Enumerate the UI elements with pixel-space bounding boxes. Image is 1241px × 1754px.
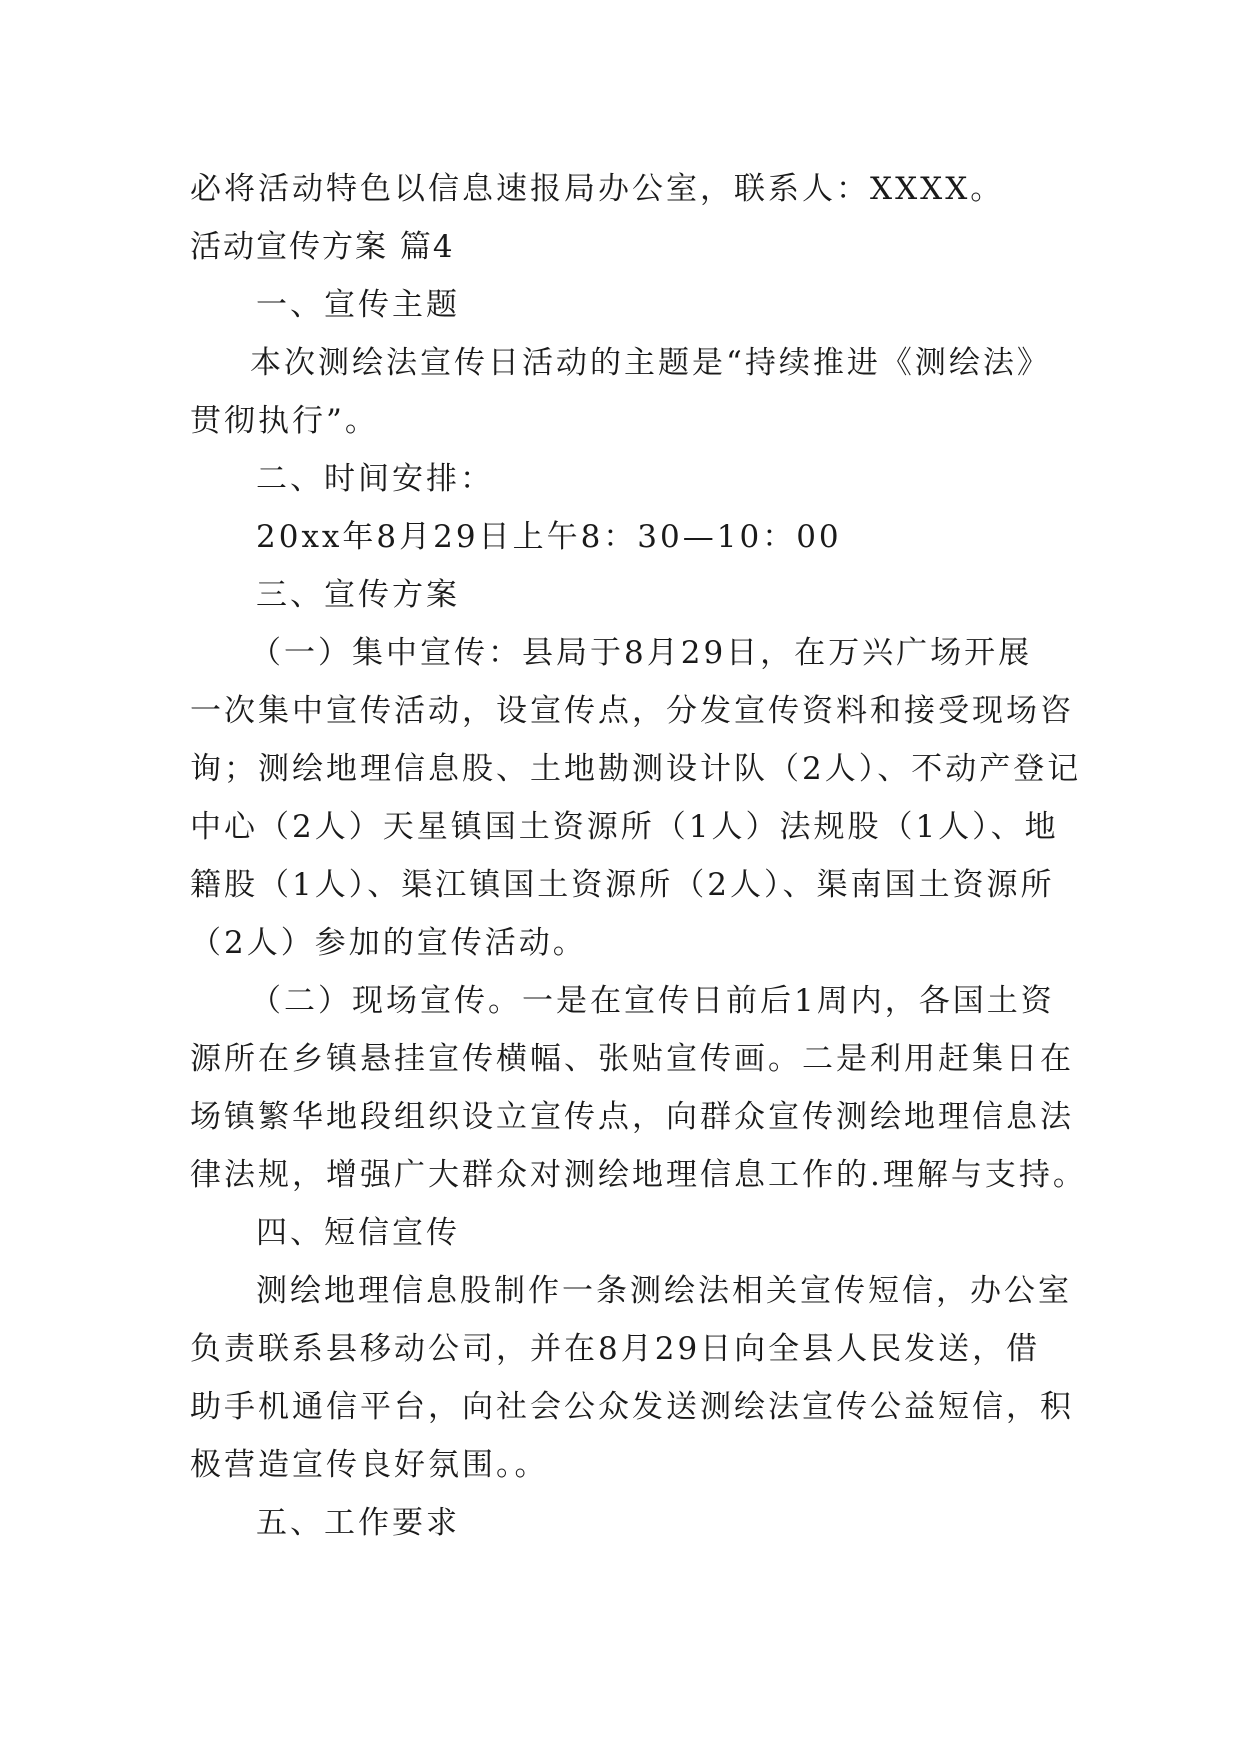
paragraph-line: 助手机通信平台，向社会公众发送测绘法宣传公益短信，积 [190, 1389, 1074, 1425]
paragraph-line: 一次集中宣传活动，设宣传点，分发宣传资料和接受现场咨 [190, 693, 1074, 729]
paragraph-line: 源所在乡镇悬挂宣传横幅、张贴宣传画。二是利用赶集日在 [190, 1041, 1074, 1077]
heading-plan: 三、宣传方案 [256, 577, 460, 613]
paragraph-line: 律法规，增强广大群众对测绘地理信息工作的.理解与支持。 [190, 1157, 1087, 1193]
paragraph-line: 负责联系县移动公司，并在8月29日向全县人民发送，借 [190, 1331, 1041, 1367]
heading-schedule: 二、时间安排： [256, 461, 494, 497]
paragraph-line: 测绘地理信息股制作一条测绘法相关宣传短信，办公室 [256, 1273, 1072, 1309]
paragraph-line: 本次测绘法宣传日活动的主题是“持续推进《测绘法》 [250, 345, 1051, 381]
heading-sms: 四、短信宣传 [256, 1215, 460, 1251]
heading-requirements: 五、工作要求 [256, 1505, 460, 1541]
document-body [190, 160, 1087, 1552]
paragraph-line: 中心（2人）天星镇国土资源所（1人）法规股（1人）、地 [190, 809, 1059, 845]
body-line-closing: 必将活动特色以信息速报局办公室，联系人：XXXX。 [190, 171, 1005, 207]
paragraph-line: 贯彻执行”。 [190, 403, 379, 439]
paragraph-line: 极营造宣传良好氛围。。 [190, 1447, 549, 1483]
schedule-time: 20xx年8月29日上午8：30—10：00 [256, 519, 842, 555]
paragraph-line: （一）集中宣传：县局于8月29日，在万兴广场开展 [250, 635, 1033, 671]
section-title: 活动宣传方案 篇4 [190, 229, 455, 265]
heading-theme: 一、宣传主题 [256, 287, 460, 323]
paragraph-line: 场镇繁华地段组织设立宣传点，向群众宣传测绘地理信息法 [190, 1099, 1074, 1135]
paragraph-line: （二）现场宣传。一是在宣传日前后1周内，各国土资 [250, 983, 1055, 1019]
paragraph-line: 询；测绘地理信息股、土地勘测设计队（2人）、不动产登记 [190, 751, 1082, 787]
paragraph-line: 籍股（1人）、渠江镇国土资源所（2人）、渠南国土资源所 [190, 867, 1055, 903]
paragraph-line: （2人）参加的宣传活动。 [190, 925, 587, 961]
